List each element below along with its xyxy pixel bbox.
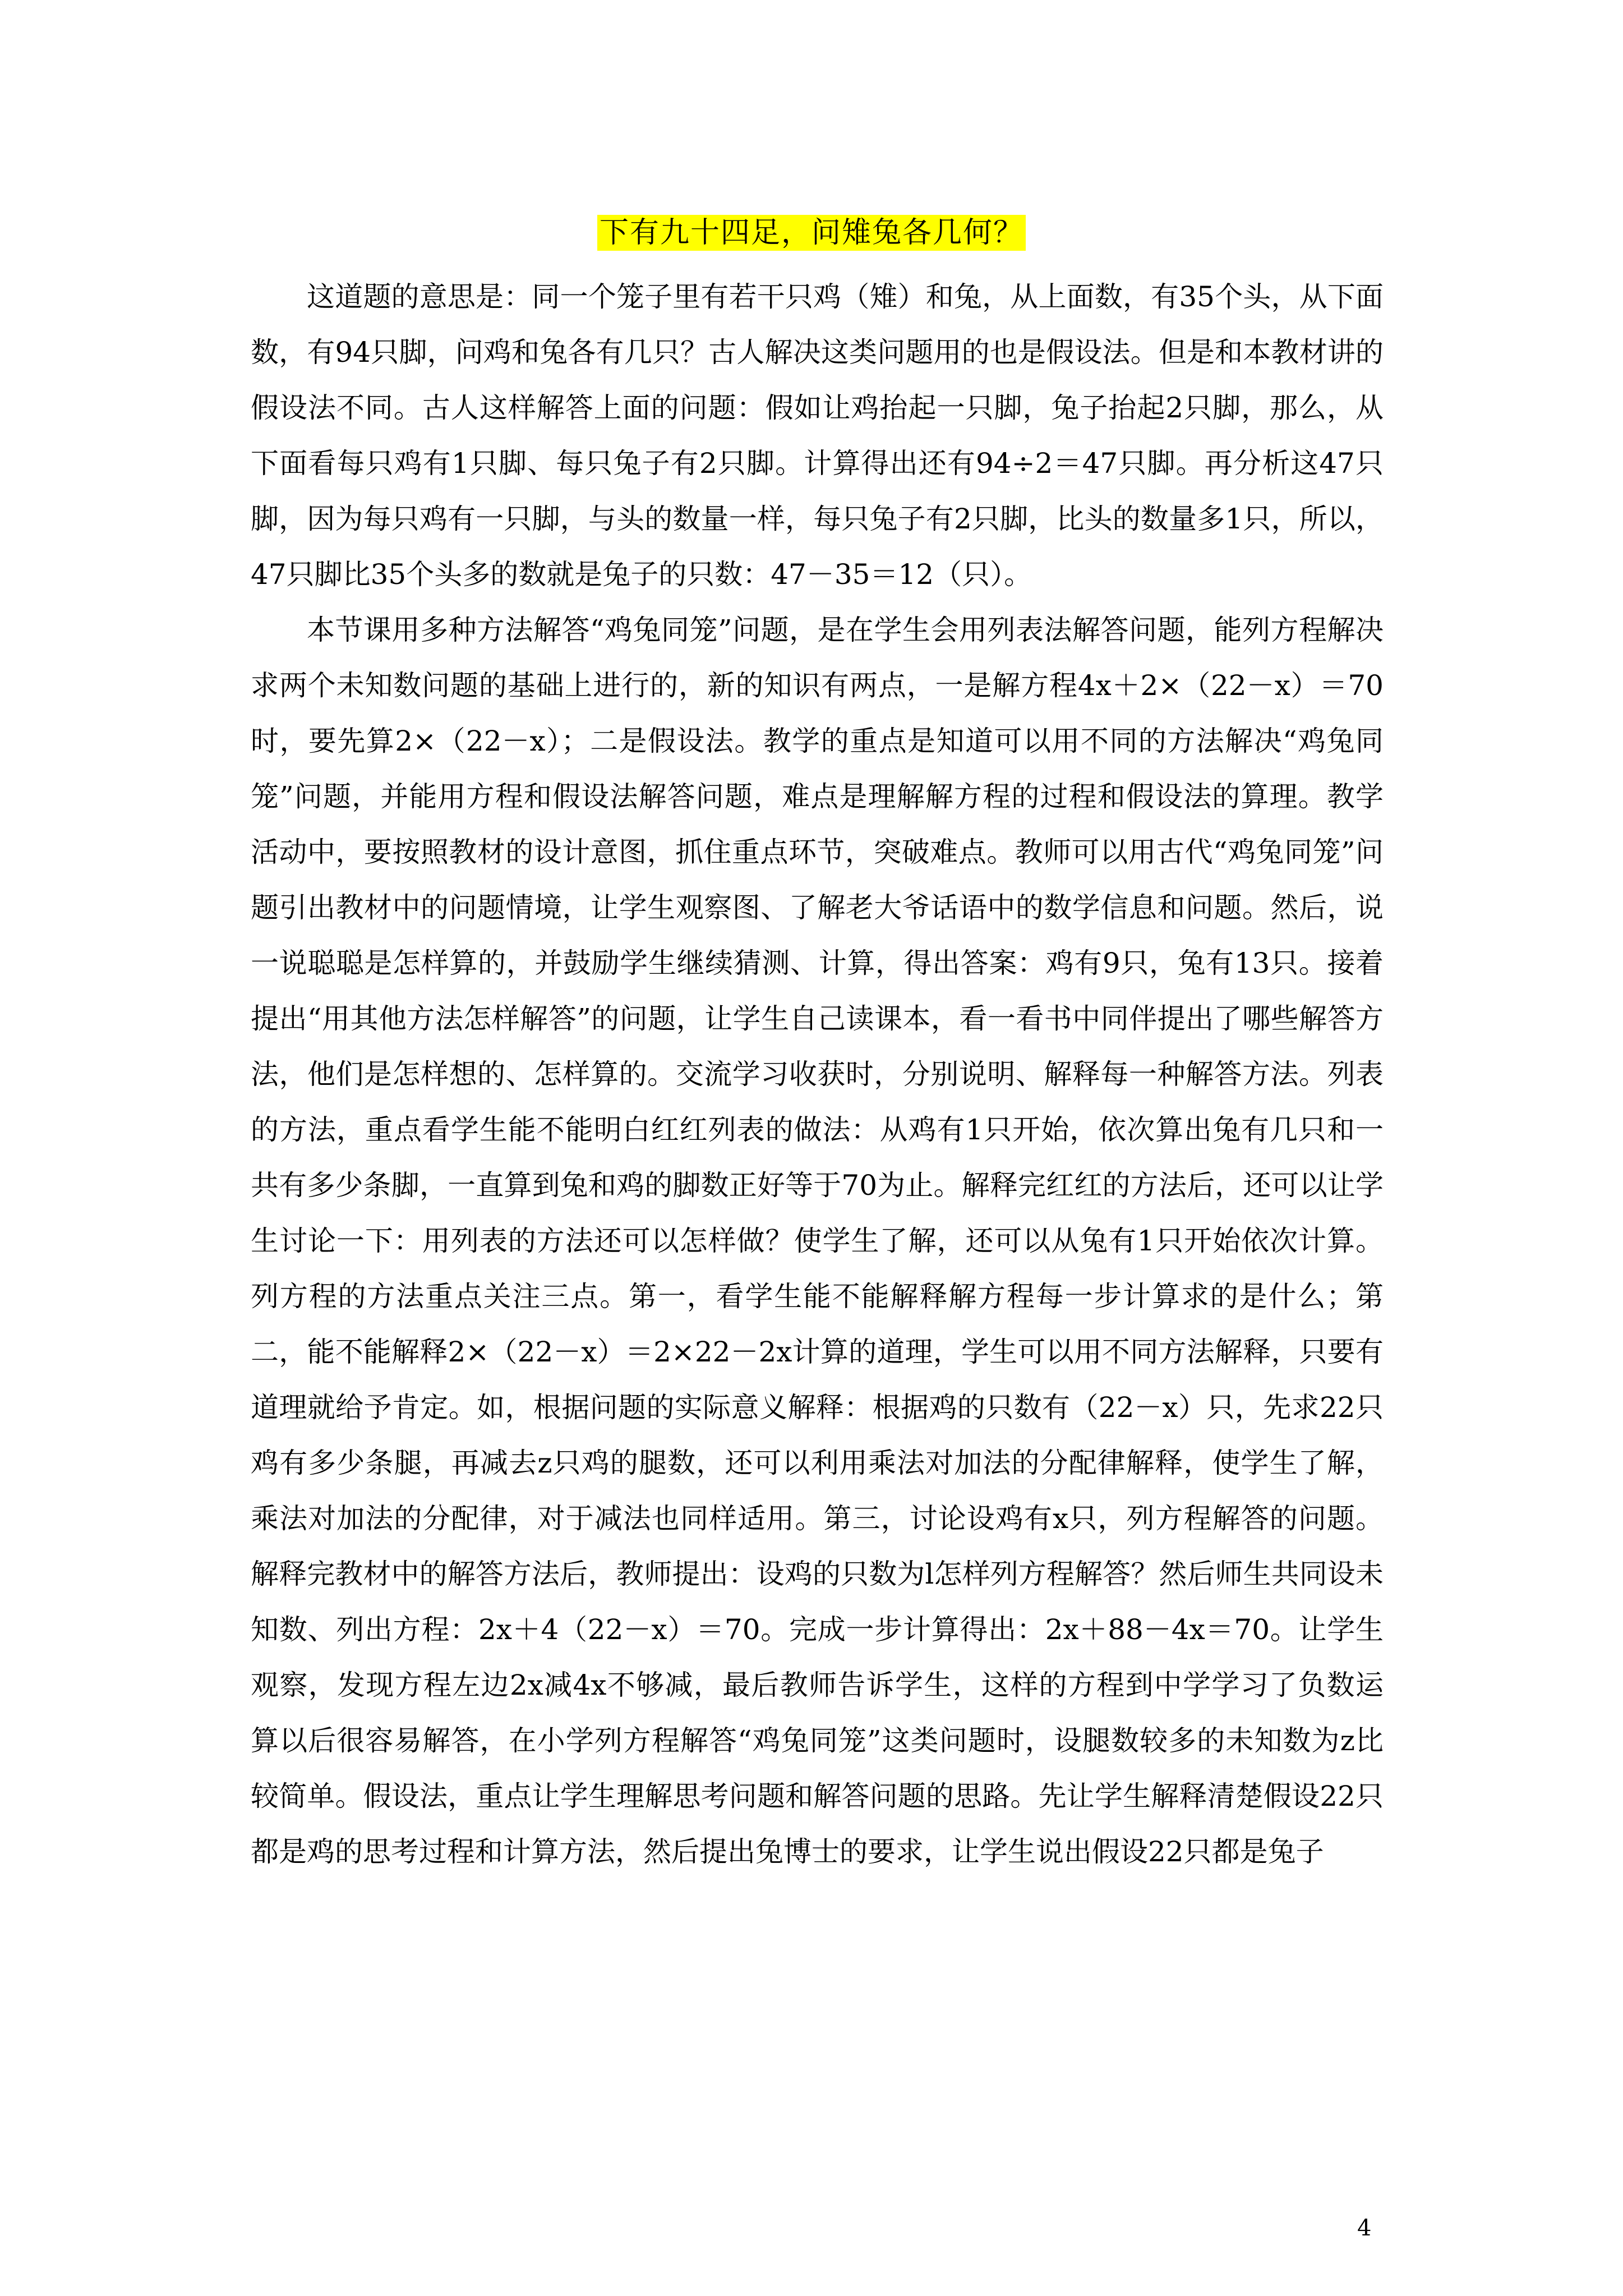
paragraph-1: 这道题的意思是：同一个笼子里有若干只鸡（雉）和兔，从上面数，有35个头，从下面数，有94只脚，问鸡和兔各有几只？古人解决这类问题用的也是假设法。但是和本教材讲的假设法不同。古人这样解答上面的问题：假如让鸡抬起一只脚，兔子抬起2只脚，那么，从下面看每只鸡有1只脚、每只兔子有2只脚。计算得出还有94÷2＝47只脚。再分析这47只脚，因为每只鸡有一只脚，与头的数量一样，每只兔子有2只脚，比头的数量多1只，所以，47只脚比35个头多的数就是兔子的只数：47－35＝12（只）。 [251, 280, 1384, 591]
page-number: 4 [1357, 2215, 1372, 2241]
body-text [251, 269, 1384, 1880]
title-container [0, 215, 1623, 251]
paragraph-2: 本节课用多种方法解答“鸡兔同笼”问题，是在学生会用列表法解答问题，能列方程解决求两个未知数问题的基础上进行的，新的知识有两点，一是解方程4x＋2×（22－x）＝70时，要先算2×（22－x）；二是假设法。教学的重点是知道可以用不同的方法解决“鸡兔同笼”问题，并能用方程和假设法解答问题，难点是理解解方程的过程和假设法的算理。教学活动中，要按照教材的设计意图，抓住重点环节，突破难点。教师可以用古代“鸡兔同笼”问题引出教材中的问题情境，让学生观察图、了解老大爷话语中的数学信息和问题。然后，说一说聪聪是怎样算的，并鼓励学生继续猜测、计算，得出答案：鸡有9只，兔有13只。接着提出“用其他方法怎样解答”的问题，让学生自己读课本，看一看书中同伴提出了哪些解答方法，他们是怎样想的、怎样算的。交流学习收获时，分别说明、解释每一种解答方法。列表的方法，重点看学生能不能明白红红列表的做法：从鸡有1只开始，依次算出兔有几只和一共有多少条脚，一直算到兔和鸡的脚数正好等于70为止。解释完红红的方法后，还可以让学生讨论一下：用列表的方法还可以怎样做？使学生了解，还可以从兔有1只开始依次计算。列方程的方法重点关注三点。第一，看学生能不能解释解方程每一步计算求的是什么；第二，能不能解释2×（22－x）＝2×22－2x计算的道理，学生可以用不同方法解释，只要有道理就给予肯定。如，根据问题的实际意义解释：根据鸡的只数有（22－x）只，先求22只鸡有多少条腿，再减去z只鸡的腿数，还可以利用乘法对加法的分配律解释，使学生了解，乘法对加法的分配律，对于减法也同样适用。第三，讨论设鸡有x只，列方程解答的问题。解释完教材中的解答方法后，教师提出：设鸡的只数为l怎样列方程解答？然后师生共同设未知数、列出方程：2x＋4（22－x）＝70。完成一步计算得出：2x＋88－4x＝70。让学生观察，发现方程左边2x减4x不够减，最后教师告诉学生，这样的方程到中学学习了负数运算以后很容易解答，在小学列方程解答“鸡兔同笼”这类问题时，设腿数较多的未知数为z比较简单。假设法，重点让学生理解思考问题和解答问题的思路。先让学生解释清楚假设22只都是鸡的思考过程和计算方法，然后提出兔博士的要求，让学生说出假设22只都是兔子 [251, 614, 1384, 1868]
page-title: 下有九十四足，问雉兔各几何？ [597, 215, 1026, 251]
